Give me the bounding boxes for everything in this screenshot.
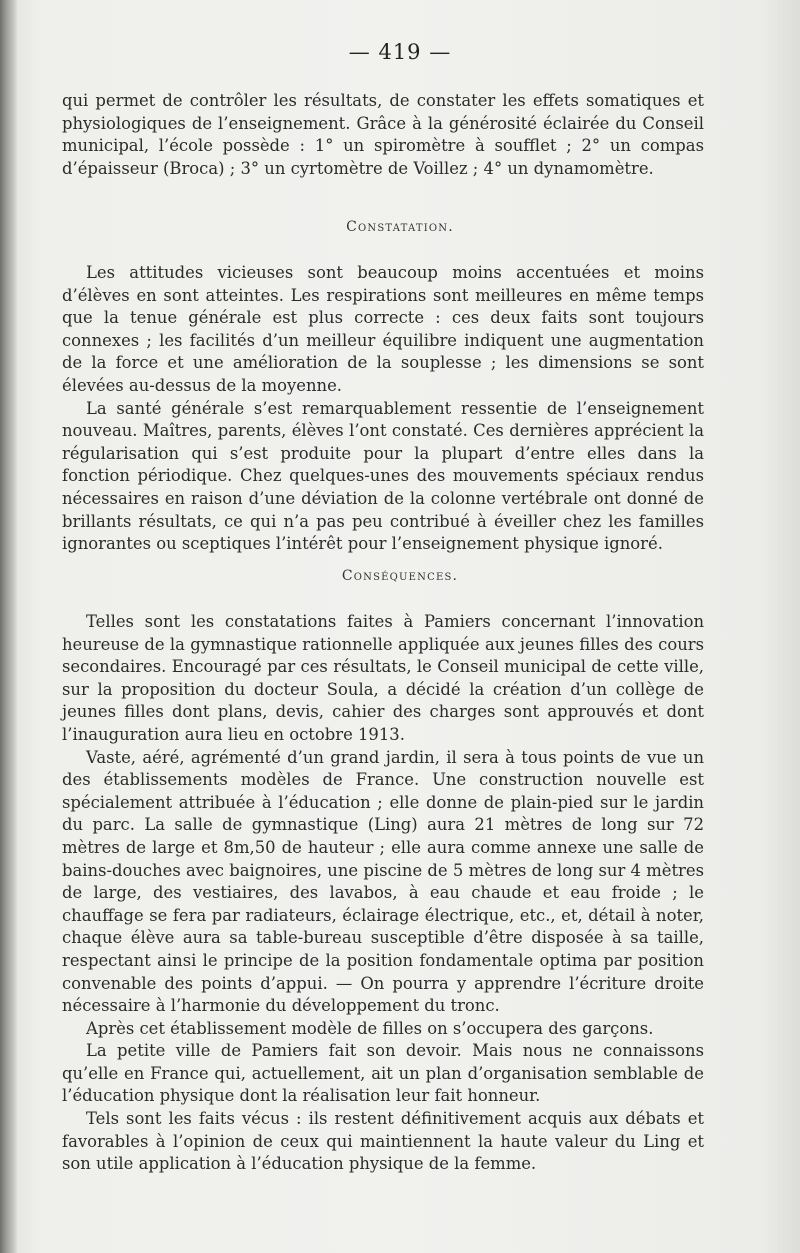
consequences-paragraph-3: Après cet établissement modèle de filles on s’occupera des garçons. [86, 1018, 654, 1038]
intro-paragraph: qui permet de contrôler les résultats, de constater les effets somatiques et physiologiques de l’enseignement. Grâce à la générosité éclairée du Conseil municipal, l’école possède : 1° un spiromètre à soufflet ; 2° un compas d’épaisseur (Broca) ; 3° un cyrtomètre de Voillez ; 4° un dynamomètre. [62, 91, 704, 178]
consequences-paragraph-1: Telles sont les constatations faites à Pamiers concernant l’innovation heureuse de la gymnastique rationnelle appliquée aux jeunes filles des cours secondaires. Encouragé par ces résultats, le Conseil municipal de cette ville, sur la proposition du docteur Soula, a décidé la création d’un collège de jeunes filles dont plans, devis, cahier des charges sont approuvés et dont l’inauguration aura lieu en octobre 1913. [62, 612, 704, 744]
constatation-paragraph-2: La santé générale s’est remarquablement ressentie de l’enseignement nouveau. Maîtres, parents, élèves l’ont constaté. Ces dernières apprécient la régularisation qui s’est produite pour la plupart d’entre elles dans la fonction périodique. Chez quelques-unes des mouvements spéciaux rendus nécessaires en raison d’une déviation de la colonne vertébrale ont donné de brillants résultats, ce qui n’a pas peu contribué à éveiller chez les familles ignorantes ou sceptiques l’intérêt pour l’enseignement physique ignoré. [62, 398, 704, 554]
constatation-body [62, 262, 704, 556]
intro-paragraph-block [62, 90, 704, 180]
consequences-paragraph-2: Vaste, aéré, agrémenté d’un grand jardin, il sera à tous points de vue un des établissements modèles de France. Une construction nouvelle est spécialement attribuée à l’éducation ; elle donne de plain-pied sur le jardin du parc. La salle de gymnastique (Ling) aura 21 mètres de long sur 72 mètres de large et 8m,50 de hauteur ; elle aura comme annexe une salle de bains-douches avec baignoires, une piscine de 5 mètres de long sur 4 mètres de large, des vestiaires, des lavabos, à eau chaude et eau froide ; le chauffage se fera par radiateurs, éclairage électrique, etc., et, détail à noter, chaque élève aura sa table-bureau susceptible d’être disposée à sa taille, respectant ainsi le principe de la position fondamentale optima par position convenable des points d’appui. — On pourra y apprendre l’écriture droite nécessaire à l’harmonie du développement du tronc. [62, 747, 704, 1016]
page-number: — 419 — [348, 40, 452, 64]
consequences-paragraph-5: Tels sont les faits vécus : ils restent définitivement acquis aux débats et favorables à l’opinion de ceux qui maintiennent la haute valeur du Ling et son utile application à l’éducation physique de la femme. [62, 1109, 704, 1174]
section-heading-constatation: Constatation. [346, 219, 454, 235]
section-heading-consequences: Conséquences. [341, 568, 459, 584]
consequences-body [62, 611, 704, 1176]
constatation-paragraph-1: Les attitudes vicieuses sont beaucoup moins accentuées et moins d’élèves en sont atteintes. Les respirations sont meilleures en même temps que la tenue générale est plus correcte : ces deux faits sont toujours connexes ; les facilités d’un meilleur équilibre indiquent une augmentation de la force et une amélioration de la souplesse ; les dimensions se sont élevées au-dessus de la moyenne. [62, 263, 704, 395]
page-binding-edge [0, 0, 18, 1253]
consequences-paragraph-4: La petite ville de Pamiers fait son devoir. Mais nous ne connaissons qu’elle en France qui, actuellement, ait un plan d’organisation semblable de l’éducation physique dont la réalisation leur fait honneur. [62, 1041, 704, 1106]
